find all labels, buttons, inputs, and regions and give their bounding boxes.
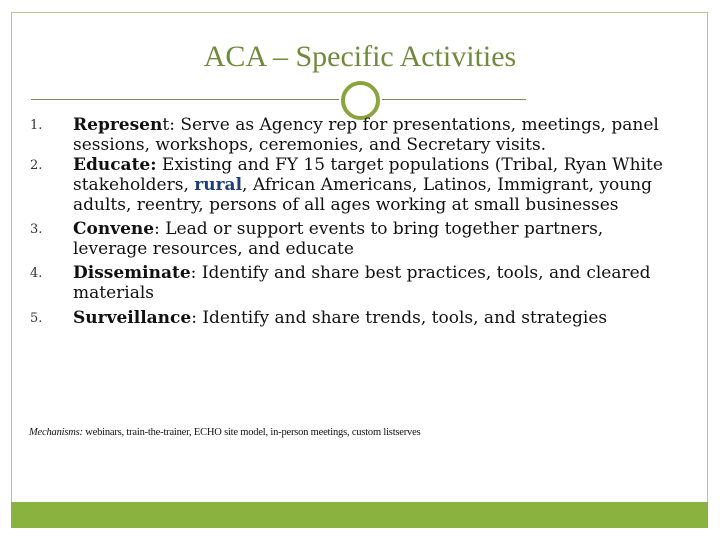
mechanisms-note (29, 427, 420, 438)
title-divider-right (382, 99, 526, 100)
item-text-continued: , African Americans, Latinos, Immigrant, young adults, reentry, persons of all ages working at small businesses (73, 175, 652, 215)
item-text: : Serve as Agency rep for presentations, meetings, panel sessions, workshops, ceremonies, and Secretary visits. (73, 115, 659, 155)
title-divider-left (31, 99, 339, 100)
list-item (30, 308, 670, 328)
item-number: 4. (30, 266, 43, 281)
mechanisms-label: Mechanisms: (29, 427, 83, 438)
mechanisms-text: webinars, train-the-trainer, ECHO site model, in-person meetings, custom listserves (82, 427, 421, 438)
item-text: : Identify and share best practices, tools, and cleared materials (73, 263, 651, 303)
item-heading-suffix: t (162, 115, 170, 135)
list-item (30, 155, 670, 215)
activities-list (30, 115, 670, 328)
item-number: 3. (30, 222, 43, 237)
item-number: 1. (30, 118, 43, 133)
item-number: 2. (30, 158, 43, 173)
item-highlight: rural (194, 175, 243, 195)
item-heading: Represen (73, 115, 163, 135)
item-heading: Convene (73, 219, 155, 239)
item-text: : Identify and share trends, tools, and strategies (191, 308, 608, 328)
list-item (30, 219, 670, 259)
item-heading: Educate: (73, 155, 157, 175)
slide-title: ACA – Specific Activities (203, 40, 517, 73)
item-heading: Surveillance (73, 308, 192, 328)
item-number: 5. (30, 311, 43, 326)
item-text: Existing and FY 15 target populations (Tribal, Ryan White stakeholders, (73, 155, 663, 195)
list-item (30, 263, 670, 303)
item-text: : Lead or support events to bring together partners, leverage resources, and educate (73, 219, 604, 259)
item-heading: Disseminate (73, 263, 191, 283)
list-item (30, 115, 670, 155)
footer-bar (11, 502, 708, 528)
